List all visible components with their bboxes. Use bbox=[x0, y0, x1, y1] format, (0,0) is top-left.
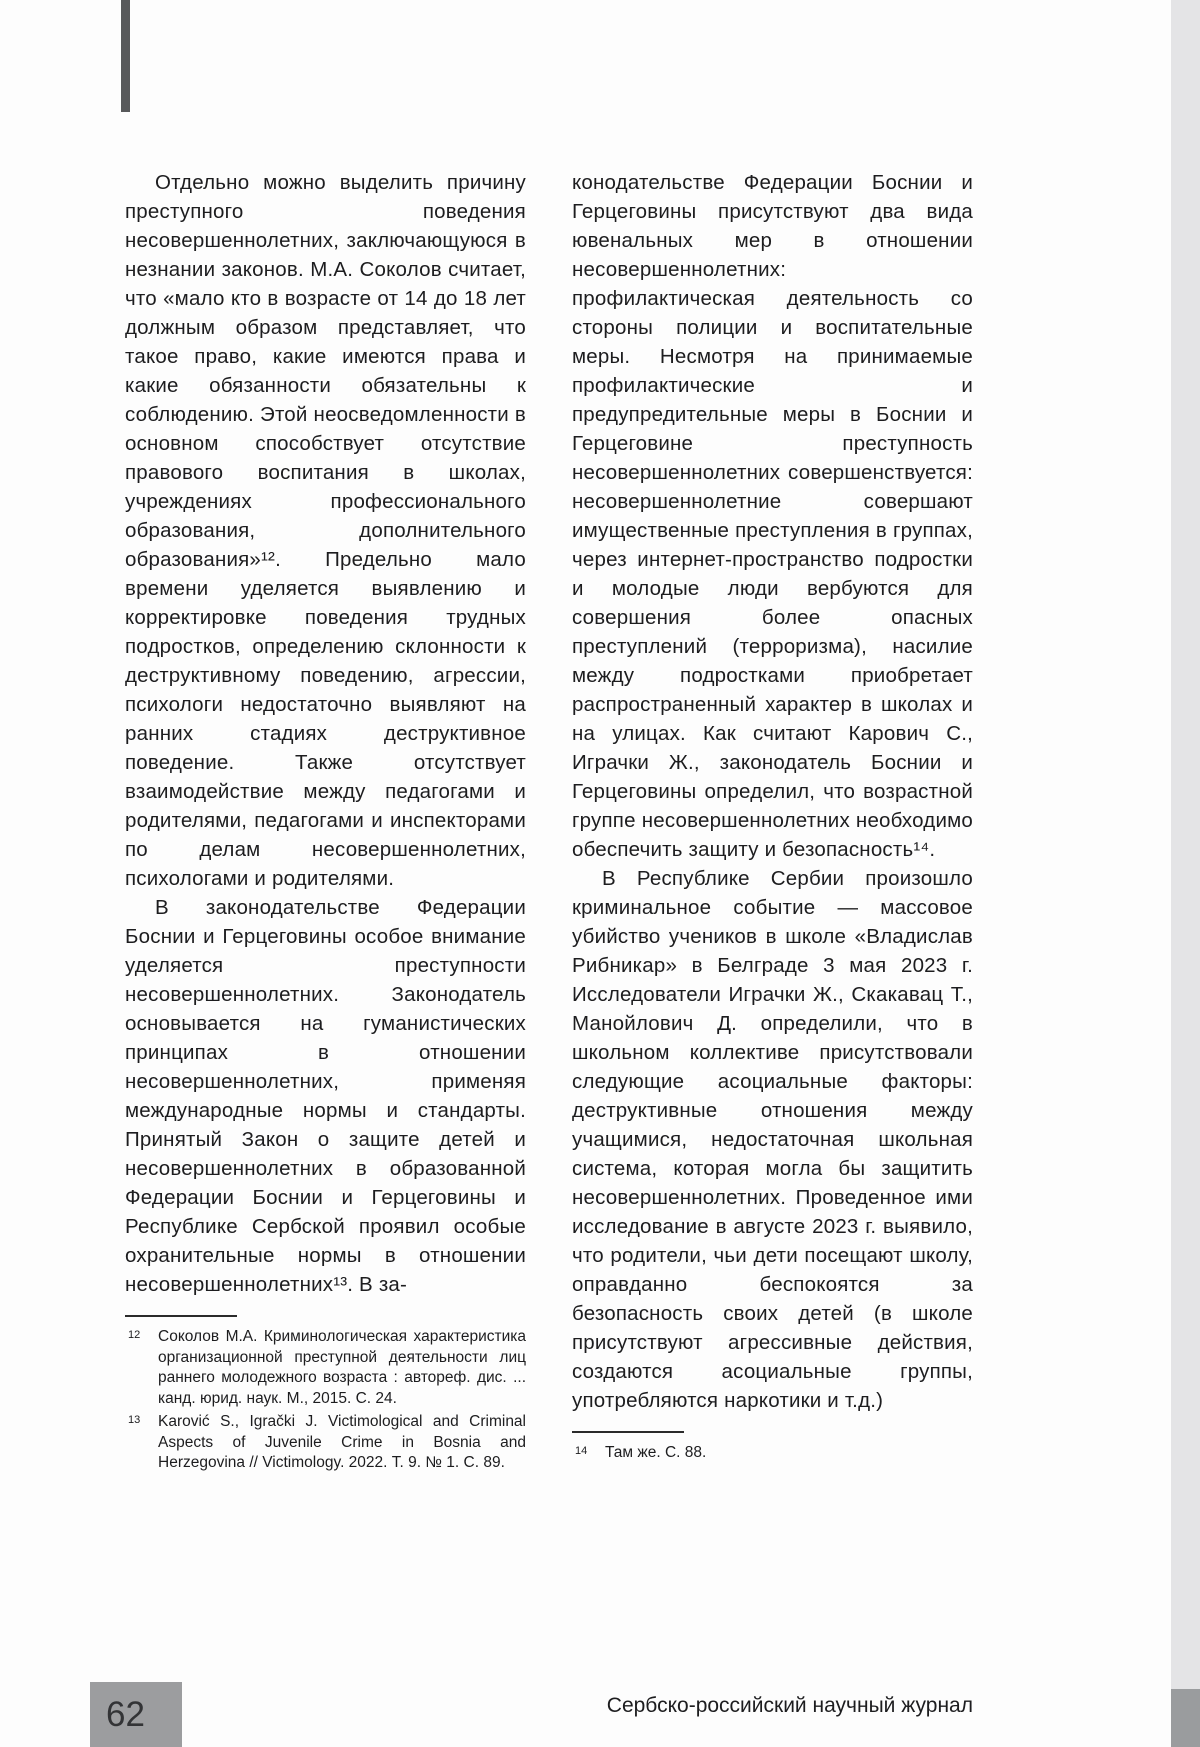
footnote-text: Соколов М.А. Криминологическая характеристика организационной преступной деятельности лиц раннего молодежного возраста : автореф. дис. ... канд. юрид. наук. М., 2015. С. 24. bbox=[158, 1328, 526, 1407]
footnote-text: Karović S., Igrački J. Victimological and Criminal Aspects of Juvenile Crime in Bosnia and Herzegovina // Victimology. 2022. Т. 9. № 1. С. 89. bbox=[158, 1413, 526, 1471]
footnote-marker: 14 bbox=[575, 1445, 588, 1457]
paragraph: Отдельно можно выделить причину преступного поведения несовершеннолетних, заключающуюся в незнании законов. М.А. Соколов считает, что «мало кто в возрасте от 14 до 18 лет должным образом представляет, что такое право, какие имеются права и какие обязанности обязательны к соблюдению. Этой неосведомленности в основном способствует отсутствие правового воспитания в школах, учреждениях профессионального образования, дополнительного образования»¹². Предельно мало времени уделяется выявлению и корректировке поведения трудных подростков, определению склонности к деструктивному поведению, агрессии, психологи недостаточно выявляют на ранних стадиях деструктивное поведение. Также отсутствует взаимодействие между педагогами и родителями, педагогами и инспекторами по делам несовершеннолетних, психологами и родителями. bbox=[125, 171, 526, 890]
right-edge-strip-bottom bbox=[1171, 1689, 1200, 1747]
paragraph: конодательстве Федерации Боснии и Герцеговины присутствуют два вида ювенальных мер в отношении несовершеннолетних: профилактическая деятельность со стороны полиции и воспитательные меры. Несмотря на принимаемые профилактические и предупредительные меры в Боснии и Герцеговине преступность несовершеннолетних совершенствуется: несовершеннолетние совершают имущественные преступления в группах, через интернет-пространство подростки и молодые люди вербуются для совершения более опасных преступлений (терроризма), насилие между подростками приобретает распространенный характер в школах и на улицах. Как считают Карович С., Играчки Ж., законодатель Боснии и Герцеговины определил, что возрастной группе несовершеннолетних необходимо обеспечить защиту и безопасность¹⁴. bbox=[572, 171, 973, 861]
footnote-separator bbox=[572, 1431, 684, 1433]
left-footnotes bbox=[125, 1315, 526, 1474]
footnote-marker: 12 bbox=[128, 1329, 141, 1341]
footnote-12 bbox=[125, 1327, 526, 1409]
paragraph: В Республике Сербии произошло криминальное событие — массовое убийство учеников в школе «Владислав Рибникар» в Белграде 3 мая 2023 г. Исследователи Играчки Ж., Скакавац Т., Манойлович Д. определили, что в школьном коллективе присутствовали следующие асоциальные факторы: деструктивные отношения между учащимися, недостаточная школьная система, которая могла бы защитить несовершеннолетних. Проведенное ими исследование в августе 2023 г. выявило, что родители, чьи дети посещают школу, оправданно беспокоятся за безопасность своих детей (в школе присутствуют агрессивные действия, создаются асоциальные группы, употребляются наркотики и т.д.) bbox=[572, 867, 973, 1412]
top-accent-bar bbox=[121, 0, 130, 112]
footnote-text: Там же. С. 88. bbox=[605, 1444, 707, 1461]
right-footnotes bbox=[572, 1431, 973, 1464]
journal-title-footer: Сербско-российский научный журнал bbox=[606, 1694, 973, 1717]
paragraph: В законодательстве Федерации Боснии и Герцеговины особое внимание уделяется преступности несовершеннолетних. Законодатель основывается на гуманистических принципах в отношении несовершеннолетних, применяя международные нормы и стандарты. Принятый Закон о защите детей и несовершеннолетних в образованной Федерации Боснии и Герцеговины и Республике Сербской проявил особые охранительные нормы в отношении несовершеннолетних¹³. В за- bbox=[125, 896, 526, 1296]
footnote-marker: 13 bbox=[128, 1414, 141, 1426]
right-column bbox=[572, 168, 973, 1477]
footnote-13 bbox=[125, 1412, 526, 1474]
page-number: 62 bbox=[106, 1694, 145, 1734]
footnote-14 bbox=[572, 1443, 973, 1464]
left-column bbox=[125, 168, 526, 1477]
footnote-separator bbox=[125, 1315, 237, 1317]
two-column-text-block bbox=[125, 168, 973, 1477]
right-edge-strip bbox=[1171, 0, 1200, 1747]
